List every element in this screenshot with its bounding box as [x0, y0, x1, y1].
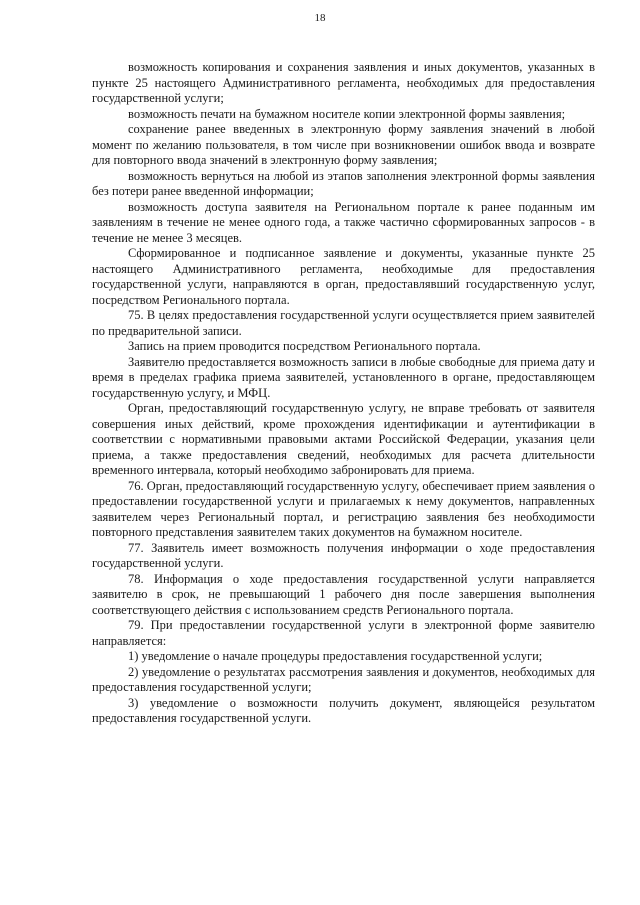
- paragraph-item-78: 78. Информация о ходе предоставления государственной услуги направляется заявителю в срок, не превышающий 1 рабочего дня после завершения выполнения соответствующего действия с использованием средств Регионального портала.: [92, 571, 595, 617]
- paragraph-item-76: 76. Орган, предоставляющий государственную услугу, обеспечивает прием заявления о предоставлении государственной услуги и прилагаемых к нему документов, направленных заявителем через Региональный портал, и регистрацию заявления без необходимости повторного представления заявителем таких документов на бумажном носителе.: [92, 478, 595, 539]
- page-number: 18: [314, 12, 326, 24]
- paragraph: возможность доступа заявителя на Региональном портале к ранее поданным им заявлениям в течение не менее одного года, а также частично сформированных запросов - в течение не менее 3 месяцев.: [92, 199, 595, 245]
- paragraph-item-75: 75. В целях предоставления государственной услуги осуществляется прием заявителей по предварительной записи.: [92, 308, 595, 338]
- document-body: [92, 60, 595, 727]
- paragraph: сохранение ранее введенных в электронную форму заявления значений в любой момент по желанию пользователя, в том числе при возникновении ошибок ввода и возврате для повторного ввода значений в электронную форму заявления;: [92, 122, 595, 167]
- paragraph: возможность вернуться на любой из этапов заполнения электронной формы заявления без потери ранее введенной информации;: [92, 168, 595, 198]
- paragraph: Сформированное и подписанное заявление и документы, указанные пункте 25 настоящего Административного регламента, необходимые для предоставления государственной услуги, направляются в орган, предоставлявший государственную услуг, посредством Регионального портала.: [92, 246, 595, 307]
- paragraph-item-79: 79. При предоставлении государственной услуги в электронной форме заявителю направляется:: [92, 618, 595, 648]
- paragraph-item-77: 77. Заявитель имеет возможность получения информации о ходе предоставления государственной услуги.: [92, 540, 595, 570]
- list-item: 3) уведомление о возможности получить документ, являющейся результатом предоставления государственной услуги.: [92, 695, 595, 725]
- paragraph: возможность печати на бумажном носителе копии электронной формы заявления;: [128, 106, 566, 121]
- list-item: 1) уведомление о начале процедуры предоставления государственной услуги;: [128, 649, 543, 663]
- list-item: 2) уведомление о результатах рассмотрения заявления и документов, необходимых для предоставления государственной услуги;: [92, 664, 595, 694]
- paragraph: возможность копирования и сохранения заявления и иных документов, указанных в пункте 25 настоящего Административного регламента, необходимых для предоставления государственной услуги;: [92, 60, 595, 105]
- paragraph: Орган, предоставляющий государственную услугу, не вправе требовать от заявителя совершения иных действий, кроме прохождения идентификации и аутентификации в соответствии с нормативными правовыми актами Российской Федерации, указания цели приема, а также предоставления сведений, необходимых для расчета длительности временного интервала, который необходимо забронировать для приема.: [92, 401, 595, 477]
- paragraph: Запись на прием проводится посредством Регионального портала.: [128, 339, 481, 353]
- paragraph: Заявителю предоставляется возможность записи в любые свободные для приема дату и время в пределах графика приема заявителей, установленного в органе, предоставляющем государственную услугу, и МФЦ.: [92, 354, 595, 400]
